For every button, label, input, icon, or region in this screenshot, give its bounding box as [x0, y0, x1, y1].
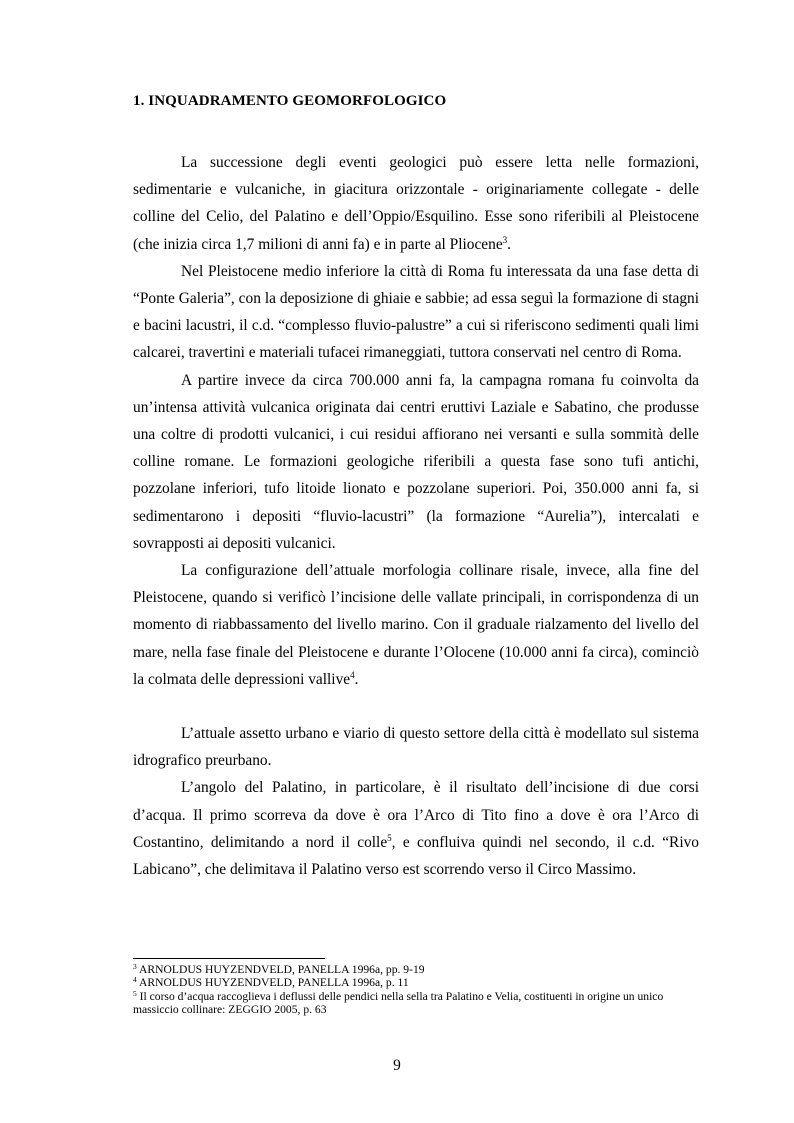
footnote-text: Il corso d’acqua raccoglieva i deflussi delle pendici nella sella tra Palatino e Velia, costituenti in origine un unico massiccio collinare: ZEGGIO 2005, p. 63	[133, 989, 664, 1017]
paragraph-5: L’attuale assetto urbano e viario di questo settore della città è modellato sul sistema idrografico preurbano.	[133, 725, 699, 770]
paragraph-6-tail: , e confluiva quindi nel secondo, il c.d. “Rivo Labicano”, che delimitava il Palatino verso est scorrendo verso il Circo Massimo.	[133, 833, 699, 879]
paragraph-4-text: La configurazione dell’attuale morfologia collinare risale, invece, alla fine del Pleistocene, quando si verificò l’incisione delle vallate principali, in corrispondenza di un momento di riabbassamento del livello marino. Con il graduale rialzamento del livello del mare, nella fase finale del Pleistocene e durante l’Olocene (10.000 anni fa circa), cominciò la colmata delle depressioni vallive	[133, 562, 699, 688]
footnote-4	[133, 976, 699, 989]
paragraph-1-tail: .	[507, 235, 512, 253]
section-heading: 1. INQUADRAMENTO GEOMORFOLOGICO	[133, 93, 447, 109]
footnote-3	[133, 963, 699, 976]
footnote-text: ARNOLDUS HUYZENDVELD, PANELLA 1996a, p. 11	[136, 976, 409, 990]
body-text	[133, 149, 699, 883]
paragraph-4-tail: .	[354, 670, 359, 688]
footnote-number: 4	[133, 975, 137, 985]
footnote-text: ARNOLDUS HUYZENDVELD, PANELLA 1996a, pp. 9-19	[136, 963, 425, 976]
paragraph-2: Nel Pleistocene medio inferiore la città di Roma fu interessata da una fase detta di “Ponte Galeria”, con la deposizione di ghiaie e sabbie; ad essa seguì la formazione di stagni e bacini lacustri, il c.d. “complesso fluvio-palustre” a cui si riferiscono sedimenti quali limi calcarei, travertini e materiali tufacei rimaneggiati, tuttora conservati nel centro di Roma.	[133, 262, 699, 362]
footnote-number: 3	[133, 962, 137, 971]
paragraph-4	[133, 557, 699, 693]
footnote-5	[133, 990, 699, 1017]
footnote-ref-5: 5	[387, 832, 392, 843]
footnote-number: 5	[133, 988, 137, 998]
footnote-ref-4: 4	[350, 669, 355, 680]
paragraph-1	[133, 149, 699, 258]
paragraph-3: A partire invece da circa 700.000 anni fa, la campagna romana fu coinvolta da un’intensa attività vulcanica originata dai centri eruttivi Laziale e Sabatino, che produsse una coltre di prodotti vulcanici, i cui residui affiorano nei versanti e sulla sommità delle colline romane. Le formazioni geologiche riferibili a questa fase sono tufi antichi, pozzolane inferiori, tufo litoide lionato e pozzolane superiori. Poi, 350.000 anni fa, si sedimentarono i depositi “fluvio-lacustri” (la formazione “Aurelia”), intercalati e sovrapposti ai depositi vulcanici.	[133, 371, 699, 552]
paragraph-1-text: La successione degli eventi geologici può essere letta nelle formazioni, sedimentarie e vulcaniche, in giacitura orizzontale - originariamente collegate - delle colline del Celio, del Palatino e dell’Oppio/Esquilino. Esse sono riferibili al Pleistocene (che inizia circa 1,7 milioni di anni fa) e in parte al Pliocene	[133, 154, 699, 253]
paragraph-6	[133, 774, 699, 883]
page-number: 9	[393, 1057, 401, 1074]
paragraph-6-text: L’angolo del Palatino, in particolare, è il risultato dell’incisione di due corsi d’acqua. Il primo scorreva da dove è ora l’Arco di Tito fino a dove è ora l’Arco di Costantino, delimitando a nord il colle	[133, 779, 699, 851]
footnotes	[133, 958, 699, 1017]
footnote-ref-3: 3	[502, 234, 508, 245]
